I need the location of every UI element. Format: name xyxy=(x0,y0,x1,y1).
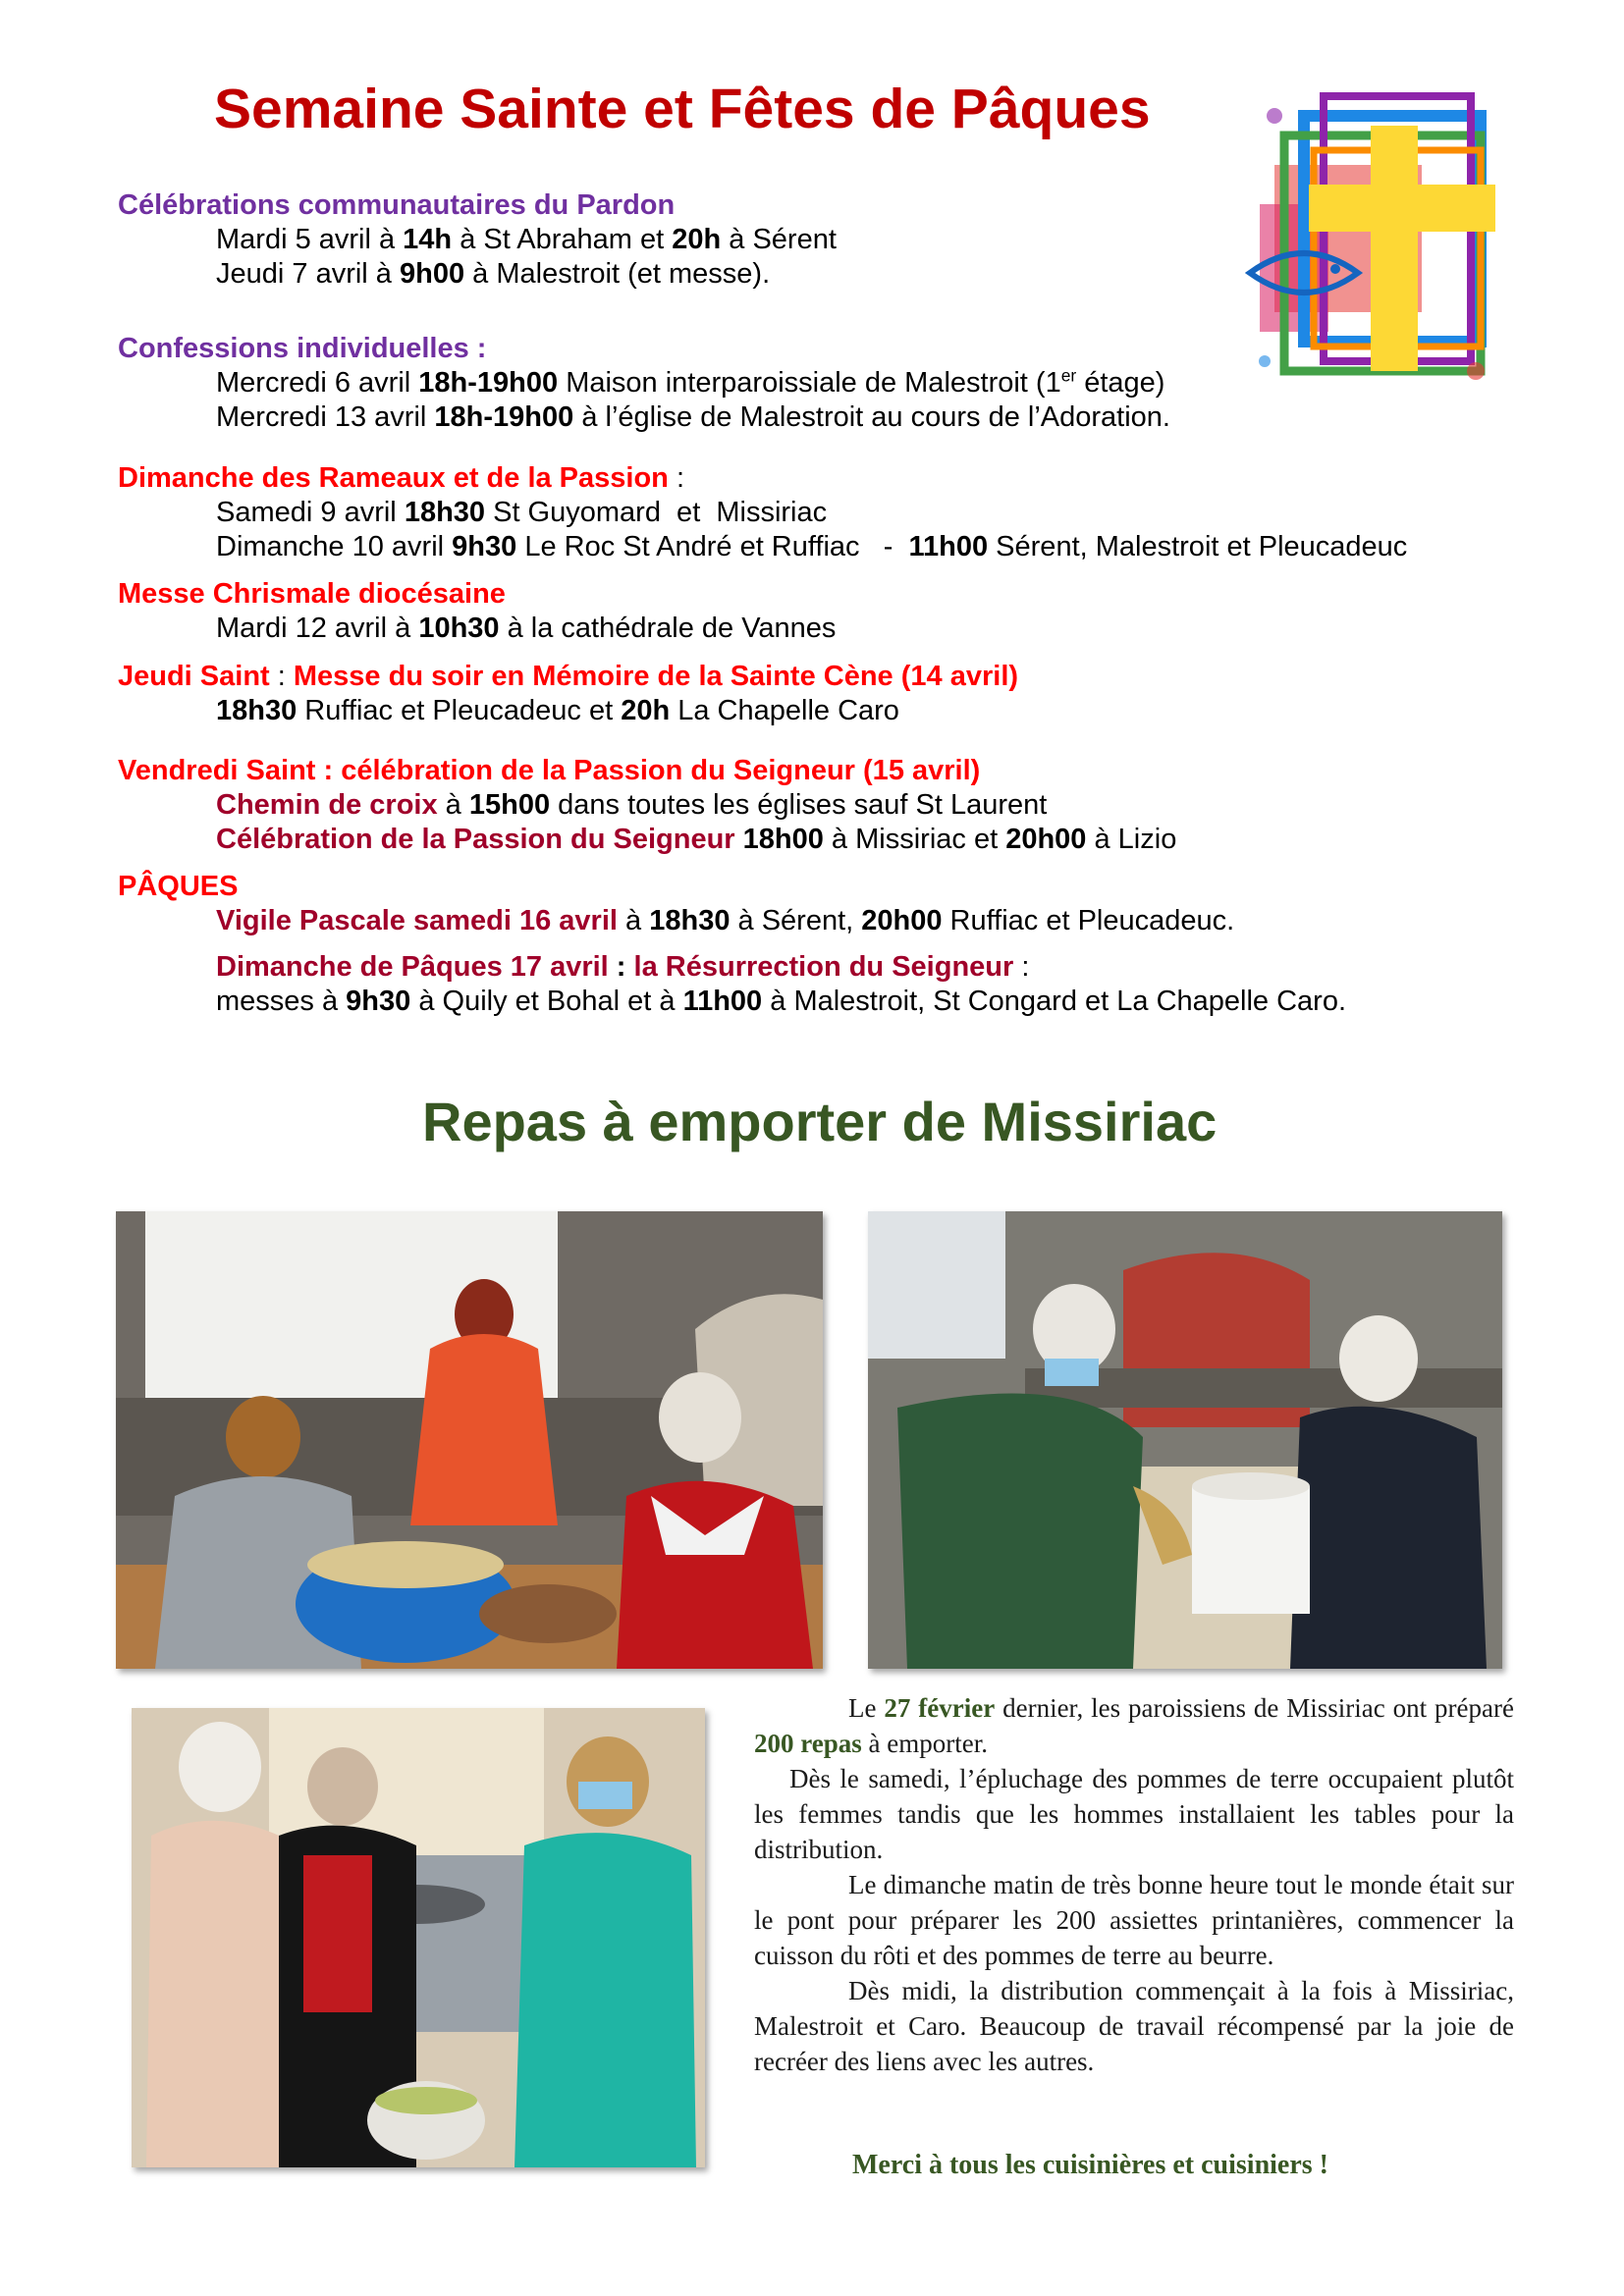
text: Dimanche de Pâques 17 avril xyxy=(216,951,609,983)
jeudi-heading-row xyxy=(118,660,1018,694)
text: : xyxy=(1013,951,1030,983)
text: à l’église de Malestroit au cours de l’Adoration. xyxy=(573,401,1170,433)
jeudi-heading: Jeudi Saint xyxy=(118,661,270,692)
section-paques xyxy=(118,870,1346,1019)
jeudi-line-1 xyxy=(118,694,1018,728)
text: dernier, les paroissiens de Missiriac ont préparé xyxy=(995,1693,1514,1723)
page-title: Semaine Sainte et Fêtes de Pâques xyxy=(214,78,1151,140)
photo-peeling-potatoes xyxy=(116,1211,823,1669)
text: : xyxy=(269,661,294,692)
jeudi-heading-detail: Messe du soir en Mémoire de la Sainte Cène (14 avril) xyxy=(293,661,1019,692)
chrismale-line-1 xyxy=(118,612,836,646)
text: à Malestroit (et messe). xyxy=(464,258,771,290)
superscript: er xyxy=(1060,365,1077,386)
vendredi-line-2 xyxy=(118,823,1176,857)
time: 9h30 xyxy=(346,986,411,1017)
confessions-line-2 xyxy=(118,400,1170,435)
time: 10h30 xyxy=(418,613,500,644)
text: Le xyxy=(848,1693,885,1723)
rameaux-heading-row xyxy=(118,461,1407,496)
time: 14h xyxy=(403,224,453,255)
paques-line-3 xyxy=(118,985,1346,1019)
text: Dimanche 10 avril xyxy=(216,531,453,562)
time: 20h xyxy=(672,224,722,255)
text: Ruffiac et Pleucadeuc et xyxy=(297,695,622,726)
time: 18h30 xyxy=(404,497,486,528)
confessions-line-1 xyxy=(118,366,1170,400)
text: à xyxy=(437,789,469,821)
time: 18h-19h00 xyxy=(418,367,559,399)
section-jeudi-saint xyxy=(118,660,1018,728)
article-paragraph-1 xyxy=(754,1690,1514,1761)
paques-line-1 xyxy=(118,904,1346,938)
text: à xyxy=(617,905,650,936)
text: : xyxy=(668,462,685,494)
text: Célébration de la Passion du Seigneur xyxy=(216,824,735,855)
text: messes à xyxy=(216,986,347,1017)
time: 18h-19h00 xyxy=(434,401,574,433)
section-title-repas: Repas à emporter de Missiriac xyxy=(422,1091,1218,1152)
section-vendredi-saint xyxy=(118,754,1176,857)
text: Ruffiac et Pleucadeuc. xyxy=(942,905,1235,936)
highlight-date: 27 février xyxy=(884,1693,996,1723)
text: Mardi 12 avril à xyxy=(216,613,419,644)
vendredi-line-1 xyxy=(118,788,1176,823)
article-text xyxy=(754,1690,1514,2079)
time: 20h00 xyxy=(861,905,943,936)
pardon-line-2 xyxy=(118,257,837,292)
rameaux-line-2 xyxy=(118,530,1407,564)
text: Mercredi 6 avril xyxy=(216,367,419,399)
text: à la cathédrale de Vannes xyxy=(499,613,837,644)
text: à Malestroit, St Congard et La Chapelle Caro. xyxy=(762,986,1347,1017)
section-pardon xyxy=(118,188,837,292)
text: La Chapelle Caro xyxy=(670,695,899,726)
pardon-line-1 xyxy=(118,223,837,257)
text: Samedi 9 avril xyxy=(216,497,405,528)
time: 18h30 xyxy=(649,905,731,936)
paques-heading: PÂQUES xyxy=(118,871,239,902)
confessions-heading: Confessions individuelles : xyxy=(118,333,487,364)
time: 11h00 xyxy=(682,986,763,1017)
text: Sérent, Malestroit et Pleucadeuc xyxy=(988,531,1408,562)
text: Mardi 5 avril à xyxy=(216,224,404,255)
text: St Guyomard et Missiriac xyxy=(485,497,828,528)
section-chrismale xyxy=(118,577,836,646)
text: à Missiriac et xyxy=(823,824,1006,855)
photo-kitchen-preparation xyxy=(868,1211,1502,1669)
section-confessions xyxy=(118,332,1170,435)
text: à Quily et Bohal et à xyxy=(410,986,683,1017)
time: 20h00 xyxy=(1005,824,1087,855)
time: 18h30 xyxy=(216,695,298,726)
text: dans toutes les églises sauf St Laurent xyxy=(550,789,1048,821)
photo-cooks-portrait xyxy=(132,1708,705,2167)
highlight-count: 200 repas xyxy=(754,1729,862,1758)
section-rameaux xyxy=(118,461,1407,564)
vendredi-heading: Vendredi Saint : célébration de la Passion du Seigneur (15 avril) xyxy=(118,755,981,786)
text: à St Abraham et xyxy=(452,224,673,255)
text: à emporter. xyxy=(861,1729,988,1758)
rameaux-heading: Dimanche des Rameaux et de la Passion xyxy=(118,462,669,494)
article-paragraph-4: Dès midi, la distribution commençait à la fois à Missiriac, Malestroit et Caro. Beaucoup de travail récompensé par la joie de recréer des liens avec les autres. xyxy=(754,1976,1514,2076)
text: : xyxy=(608,951,634,983)
text: étage) xyxy=(1076,367,1165,399)
text: Maison interparoissiale de Malestroit (1 xyxy=(558,367,1061,399)
text: Mercredi 13 avril xyxy=(216,401,435,433)
text: Vigile Pascale samedi 16 avril xyxy=(216,905,618,936)
text xyxy=(735,824,743,855)
text: Jeudi 7 avril à xyxy=(216,258,400,290)
time: 20h xyxy=(621,695,671,726)
chrismale-heading: Messe Chrismale diocésaine xyxy=(118,578,506,610)
text: à Lizio xyxy=(1086,824,1177,855)
time: 18h00 xyxy=(742,824,824,855)
paques-line-2 xyxy=(118,950,1346,985)
time: 15h00 xyxy=(468,789,551,821)
easter-cross-logo xyxy=(1245,77,1502,400)
text: à Sérent xyxy=(721,224,837,255)
text: Chemin de croix xyxy=(216,789,438,821)
time: 11h00 xyxy=(908,531,989,562)
time: 9h00 xyxy=(400,258,465,290)
text: la Résurrection du Seigneur xyxy=(633,951,1014,983)
time: 9h30 xyxy=(452,531,517,562)
text: Le Roc St André et Ruffiac - xyxy=(516,531,909,562)
article-paragraph-3: Le dimanche matin de très bonne heure tout le monde était sur le pont pour préparer les 200 assiettes printanières, commencer la cuisson du rôti et des pommes de terre au beurre. xyxy=(754,1870,1514,1970)
text: à Sérent, xyxy=(730,905,862,936)
article-paragraph-2: Dès le samedi, l’épluchage des pommes de terre occupaient plutôt les femmes tandis que les hommes installaient les tables pour la distribution. xyxy=(754,1764,1514,1864)
pardon-heading: Célébrations communautaires du Pardon xyxy=(118,189,676,221)
thanks-note: Merci à tous les cuisinières et cuisiniers ! xyxy=(852,2150,1328,2180)
rameaux-line-1 xyxy=(118,496,1407,530)
